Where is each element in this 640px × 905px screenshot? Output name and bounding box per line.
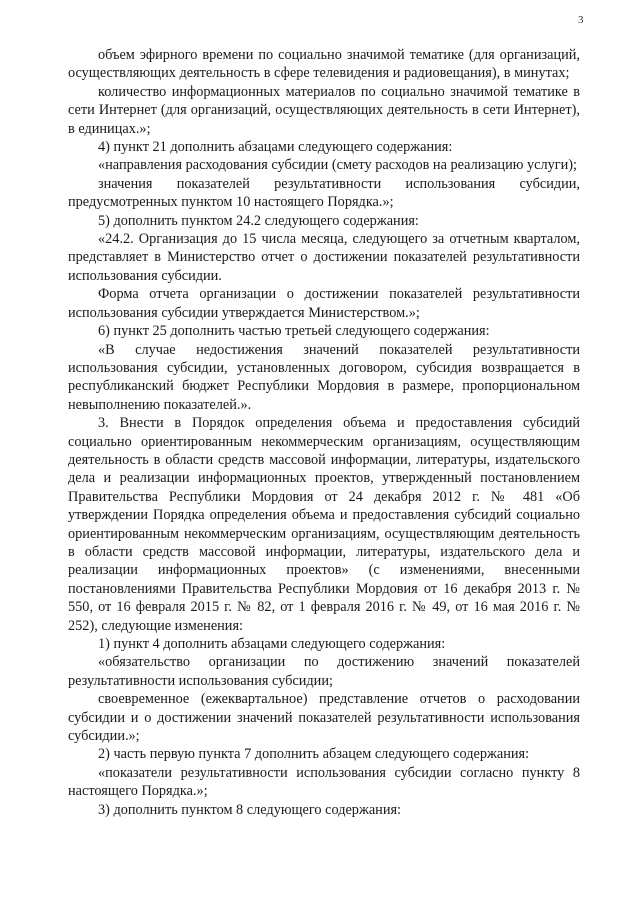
paragraph: «направления расходования субсидии (смету расходов на реализацию услуги); <box>98 157 578 174</box>
paragraph: 4) пункт 21 дополнить абзацами следующего содержания: <box>98 139 453 156</box>
page-number: 3 <box>578 14 584 26</box>
paragraph: Форма отчета организации о достижении показателей результативности использования субсидии утверждается Министерством.»; <box>68 286 580 321</box>
paragraph: «обязательство организации по достижению значений показателей результативности использования субсидии; <box>68 654 580 689</box>
paragraph: 5) дополнить пунктом 24.2 следующего содержания: <box>98 212 419 229</box>
paragraph: 1) пункт 4 дополнить абзацами следующего содержания: <box>98 636 446 652</box>
paragraph: 3) дополнить пунктом 8 следующего содержания: <box>98 801 402 818</box>
paragraph: своевременное (ежеквартальное) представление отчетов о расходовании субсидии и о достижении значений показателей результативности использования субсидии.»; <box>68 691 580 745</box>
paragraph: 2) часть первую пункта 7 дополнить абзацем следующего содержания: <box>98 746 530 763</box>
paragraph: объем эфирного времени по социально значимой тематике (для организаций, осуществляющих деятельность в сфере телевидения и радиовещания), в минутах; <box>68 47 580 82</box>
paragraph: «24.2. Организация до 15 числа месяца, следующего за отчетным кварталом, представляет в Министерство отчет о достижении показателей результативности использования субсидии. <box>68 231 580 284</box>
paragraph: 3. Внести в Порядок определения объема и предоставления субсидий социально ориентированным некоммерческим организациям, осуществляющим деятельность в области средств массовой информации, литературы, издательского дела и реализации информационных проектов, утвержденный постановлением Правительства Республики Мордовия от 24 декабря 2012 г. № 481 «Об утверждении Порядка определения объема и предоставления субсидий социально ориентированным некоммерческим организациям, осуществляющим деятельность в области средств массовой информации, литературы, издательского дела и реализации информационных проектов» (с изменениями, внесенными постановлениями Правительства Республики Мордовия от 16 декабря 2013 г. № 550, от 16 февраля 2015 г. № 82, от 1 февраля 2016 г. № 49, от 16 мая 2016 г. № 252), следующие изменения: <box>68 415 580 634</box>
paragraph: 6) пункт 25 дополнить частью третьей следующего содержания: <box>98 323 490 340</box>
paragraph: значения показателей результативности использования субсидии, предусмотренных пунктом 10 настоящего Порядка.»; <box>68 175 580 211</box>
paragraph: «В случае недостижения значений показателей результативности использования субсидии, установленных договором, субсидия возвращается в республиканский бюджет Республики Мордовия в размере, пропорциональном невыполнению показателей.». <box>68 341 580 413</box>
document-body <box>68 46 580 819</box>
paragraph: «показатели результативности использования субсидии согласно пункту 8 настоящего Порядка.»; <box>68 764 580 800</box>
paragraph: количество информационных материалов по социально значимой тематике в сети Интернет (для организаций, осуществляющих деятельность в сети Интернет), в единицах.»; <box>68 83 580 137</box>
